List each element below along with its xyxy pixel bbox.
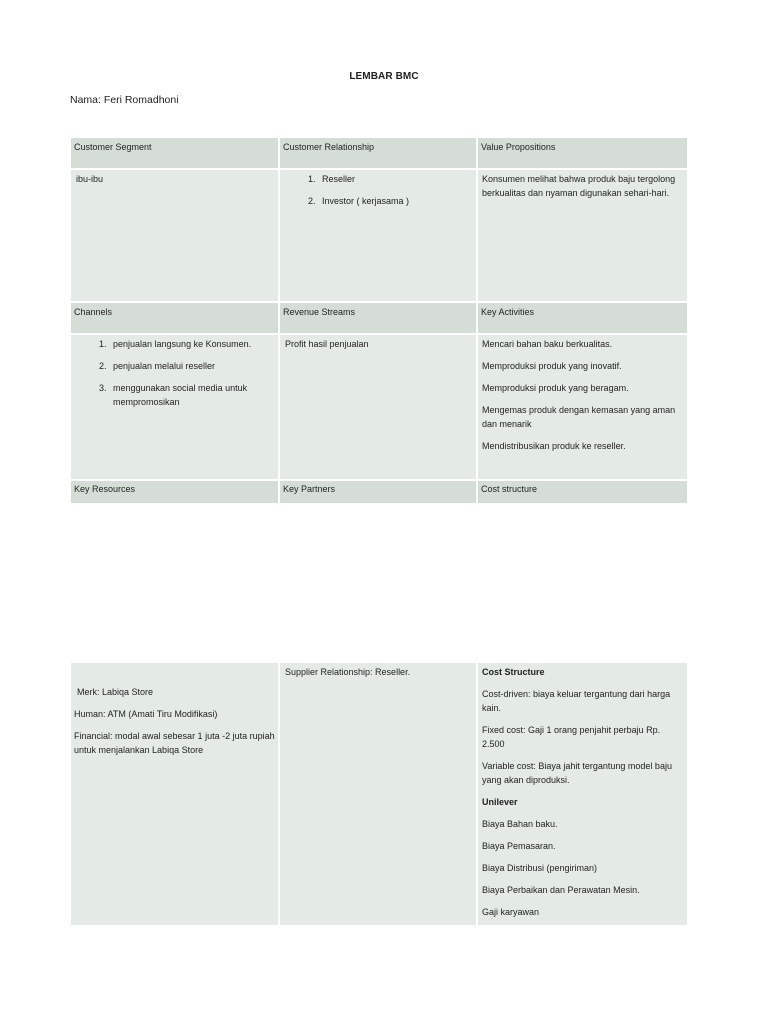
revenue-streams-text: Profit hasil penjualan: [285, 339, 369, 349]
header-customer-segment: Customer Segment: [71, 138, 278, 168]
key-partners-cell: [280, 663, 476, 925]
header-key-resources: Key Resources: [71, 481, 278, 503]
list-item: 2. Investor ( kerjasama ): [318, 194, 473, 208]
list-item: Financial: modal awal sebesar 1 juta -2 juta rupiah untuk menjalankan Labiqa Store: [74, 731, 275, 755]
list-item: Memproduksi produk yang beragam.: [482, 383, 629, 393]
list-item: Merk: Labiqa Store: [77, 687, 154, 697]
list-item: Biaya Perbaikan dan Perawatan Mesin.: [482, 885, 640, 895]
key-activities-cell: [478, 335, 687, 479]
channels-cell: [71, 335, 278, 479]
author-name: Nama: Feri Romadhoni: [70, 94, 179, 106]
key-partners-text: Supplier Relationship: Reseller.: [285, 667, 411, 677]
list-item: Fixed cost: Gaji 1 orang penjahit perbaju Rp. 2.500: [482, 725, 661, 749]
customer-segment-cell: [71, 170, 278, 301]
list-item: Mendistribusikan produk ke reseller.: [482, 441, 626, 451]
revenue-streams-cell: [280, 335, 476, 479]
header-key-activities: Key Activities: [478, 303, 687, 333]
cost-structure-heading: Cost Structure: [482, 667, 545, 677]
list-item: 2. penjualan melalui reseller: [109, 359, 275, 373]
list-item: Variable cost: Biaya jahit tergantung model baju yang akan diproduksi.: [482, 761, 672, 785]
cost-structure-subheading: Unilever: [482, 797, 518, 807]
list-item: Mencari bahan baku berkualitas.: [482, 339, 613, 349]
list-item: Mengemas produk dengan kemasan yang aman dan menarik: [482, 405, 676, 429]
customer-relationship-list: [283, 172, 473, 208]
header-customer-relationship: Customer Relationship: [280, 138, 476, 168]
header-channels: Channels: [71, 303, 278, 333]
customer-segment-text: ibu-ibu: [76, 174, 104, 184]
header-revenue-streams: Revenue Streams: [280, 303, 476, 333]
list-item: 1. penjualan langsung ke Konsumen.: [109, 337, 275, 351]
header-cost-structure: Cost structure: [478, 481, 687, 503]
header-value-propositions: Value Propositions: [478, 138, 687, 168]
list-item: Human: ATM (Amati Tiru Modifikasi): [74, 709, 218, 719]
list-item: Biaya Bahan baku.: [482, 819, 558, 829]
value-propositions-cell: [478, 170, 687, 301]
list-item: 1. Reseller: [318, 172, 473, 186]
cost-structure-cell: [478, 663, 687, 925]
value-propositions-text: Konsumen melihat bahwa produk baju tergolong berkualitas dan nyaman digunakan sehari-hari.: [482, 174, 676, 198]
customer-relationship-cell: [280, 170, 476, 301]
key-resources-cell: [71, 663, 278, 925]
list-item: Biaya Pemasaran.: [482, 841, 556, 851]
document-title: LEMBAR BMC: [349, 71, 419, 82]
channels-list: [74, 337, 275, 409]
list-item: Biaya Distribusi (pengiriman): [482, 863, 598, 873]
list-item: Cost-driven: biaya keluar tergantung dari harga kain.: [482, 689, 671, 713]
list-item: Memproduksi produk yang inovatif.: [482, 361, 622, 371]
header-key-partners: Key Partners: [280, 481, 476, 503]
list-item: Gaji karyawan: [482, 907, 540, 917]
list-item: 3. menggunakan social media untuk mempromosikan: [109, 381, 275, 409]
